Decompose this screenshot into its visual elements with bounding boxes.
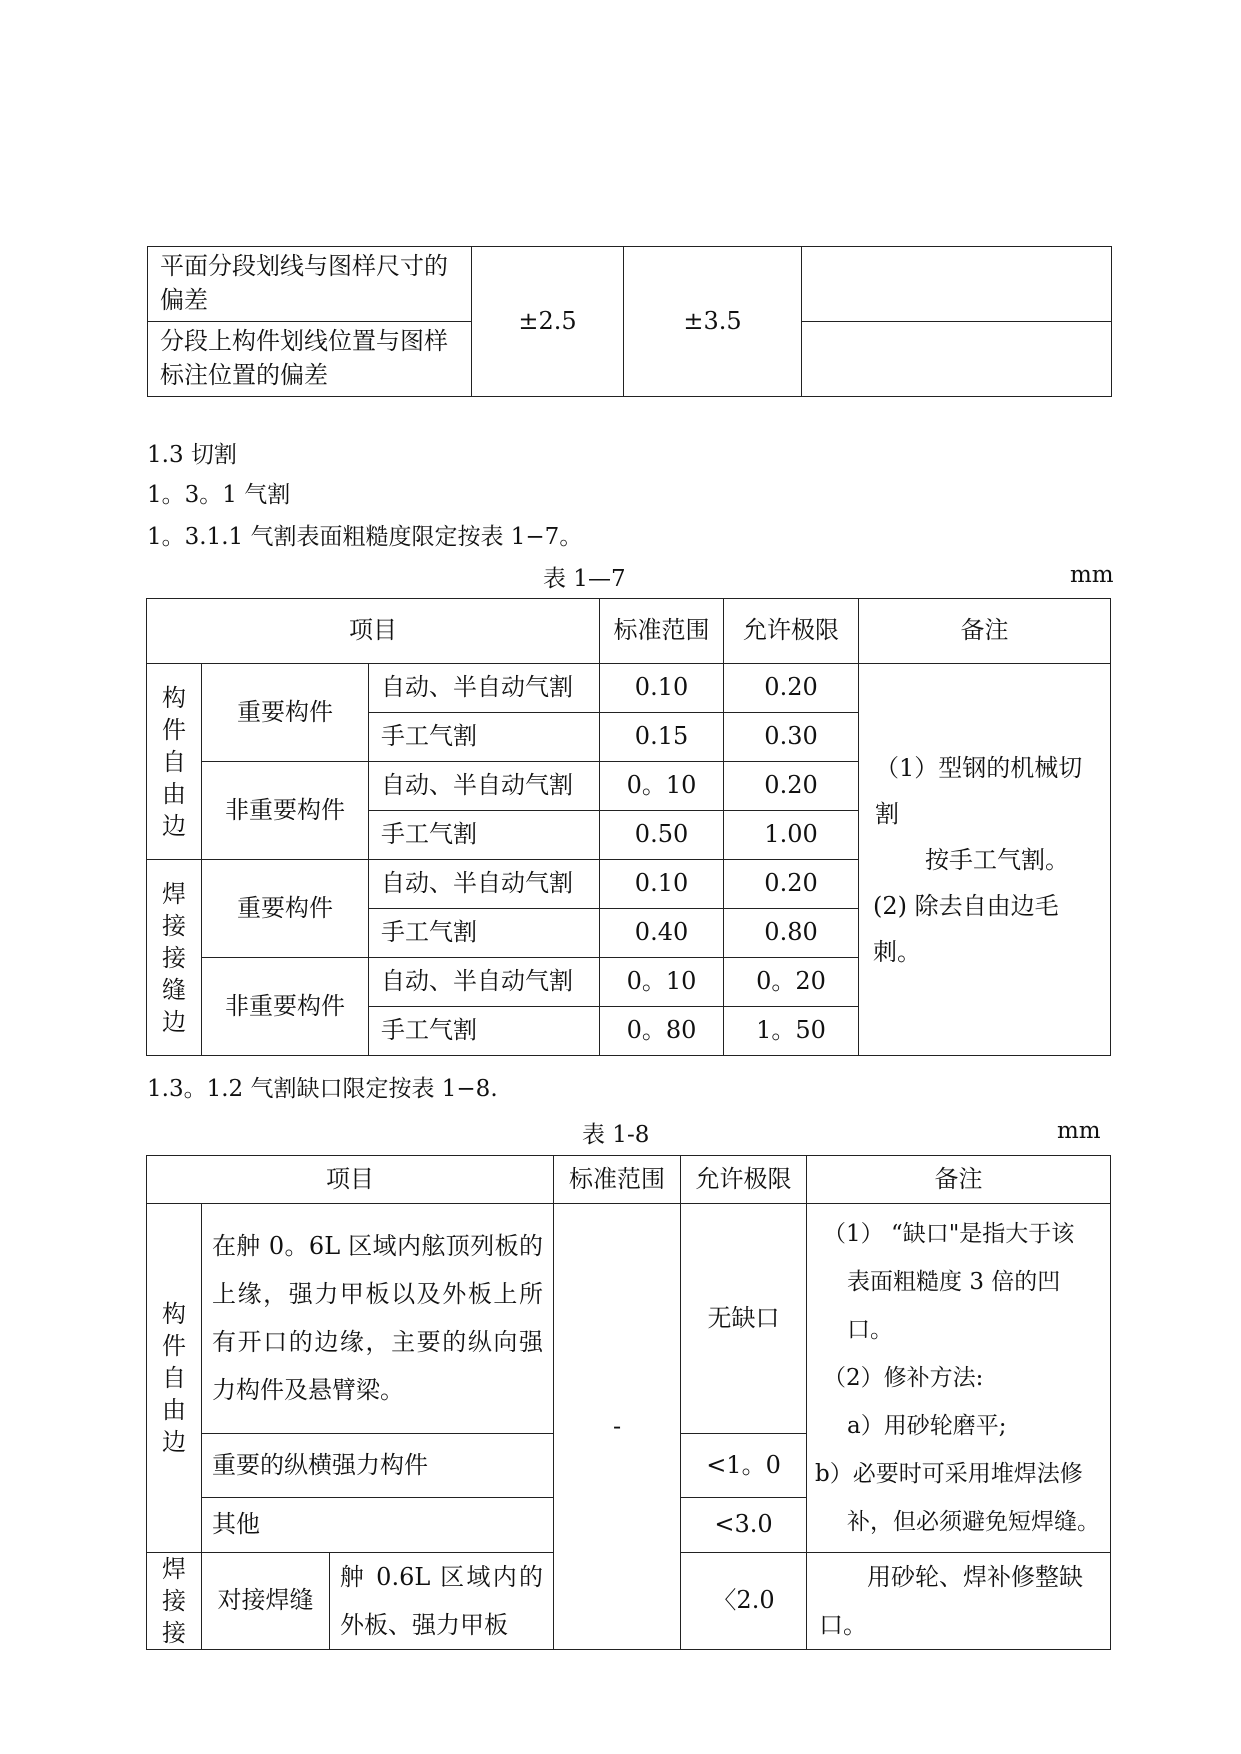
t1-header-limit: 允许极限 [724, 599, 859, 664]
t2-remark-line: b）必要时可采用堆焊法修 [815, 1461, 1083, 1487]
t1-lim: 0.20 [724, 860, 859, 909]
t1-method: 自动、半自动气割 [369, 762, 600, 811]
t1-lim: 0.80 [724, 909, 859, 958]
table2-caption: 表 1-8 [582, 1122, 650, 1148]
t1-std: 0。80 [600, 1007, 724, 1056]
t1-std: 0。10 [600, 762, 724, 811]
t1-group-weld-edge: 焊接接缝边 [147, 860, 202, 1056]
t2-header-item: 项目 [147, 1156, 554, 1204]
t2-group-weld: 焊接接 [147, 1553, 202, 1650]
t1-remark-1: （1）型钢的机械切割 [875, 753, 1083, 828]
t1-lim: 0.20 [724, 762, 859, 811]
t1-lim: 0.20 [724, 664, 859, 713]
t1-method: 手工气割 [369, 1007, 600, 1056]
section-1-3-1: 1。3。1 气割 [147, 482, 291, 508]
section-1-3: 1.3 切割 [147, 442, 237, 468]
t1-remark-3: (2) 除去自由边毛刺。 [873, 891, 1059, 966]
t1-lim: 1。50 [724, 1007, 859, 1056]
top-limit: ±3.5 [624, 247, 802, 397]
t1-important-1: 重要构件 [202, 664, 369, 762]
t2-row1-item: 在舯 0。6L 区域内舷顶列板的上缘，强力甲板以及外板上所有开口的边缘，主要的纵向强力构件及悬臂梁。 [202, 1204, 554, 1434]
t1-std: 0.40 [600, 909, 724, 958]
t2-row4-remark: 用砂轮、焊补修整缺口。 [807, 1553, 1111, 1650]
t1-std: 0.15 [600, 713, 724, 762]
table2-unit: mm [1057, 1118, 1101, 1144]
t1-group-free-edge: 构件自由边 [147, 664, 202, 860]
t1-lim: 1.00 [724, 811, 859, 860]
table-1-8 [146, 1155, 1111, 1650]
t2-group-free-edge: 构件自由边 [147, 1204, 202, 1553]
t1-method: 手工气割 [369, 811, 600, 860]
t1-method: 自动、半自动气割 [369, 860, 600, 909]
table-1-7 [146, 598, 1111, 1056]
t1-header-item: 项目 [147, 599, 600, 664]
top-standard: ±2.5 [472, 247, 624, 397]
t1-std: 0.50 [600, 811, 724, 860]
top-row1-item: 平面分段划线与图样尺寸的偏差 [148, 247, 472, 322]
t2-header-remark: 备注 [807, 1156, 1111, 1204]
section-1-3-1-2: 1.3。1.2 气割缺口限定按表 1−8. [147, 1076, 498, 1102]
t2-remark-line: 补，但必须避免短焊缝。 [847, 1509, 1101, 1535]
t1-important-2: 重要构件 [202, 860, 369, 958]
t1-method: 自动、半自动气割 [369, 664, 600, 713]
t1-remark [859, 664, 1111, 1056]
t1-method: 手工气割 [369, 713, 600, 762]
table1-caption: 表 1—7 [543, 566, 626, 592]
t1-header-standard: 标准范围 [600, 599, 724, 664]
t2-row4-item-b: 舯 0.6L 区域内的外板、强力甲板 [330, 1553, 554, 1650]
t2-remark-line: （1） “缺口"是指大于该 [823, 1221, 1075, 1247]
top-row2-remark [802, 322, 1112, 397]
top-row2-item: 分段上构件划线位置与图样标注位置的偏差 [148, 322, 472, 397]
t2-row2-limit: <1。0 [681, 1433, 807, 1497]
t2-remark-line: 表面粗糙度 3 倍的凹口。 [847, 1269, 1061, 1343]
top-row1-remark [802, 247, 1112, 322]
t2-row3-limit: <3.0 [681, 1498, 807, 1553]
t2-row4-limit: 〈2.0 [681, 1553, 807, 1650]
t1-header-remark: 备注 [859, 599, 1111, 664]
t2-row1-limit: 无缺口 [681, 1204, 807, 1434]
t1-lim: 0。20 [724, 958, 859, 1007]
t2-remark-line: （2）修补方法: [823, 1365, 984, 1391]
t2-remark-line: a）用砂轮磨平; [847, 1413, 1007, 1439]
table1-unit: mm [1070, 562, 1114, 588]
t2-header-limit: 允许极限 [681, 1156, 807, 1204]
t1-std: 0.10 [600, 664, 724, 713]
t1-method: 自动、半自动气割 [369, 958, 600, 1007]
top-table [147, 246, 1112, 397]
t2-row3-item: 其他 [202, 1498, 554, 1553]
t2-row2-item: 重要的纵横强力构件 [202, 1433, 554, 1497]
t2-remark [807, 1204, 1111, 1553]
t1-non-important-2: 非重要构件 [202, 958, 369, 1056]
section-1-3-1-1: 1。3.1.1 气割表面粗糙度限定按表 1−7。 [147, 524, 583, 550]
t1-lim: 0.30 [724, 713, 859, 762]
t1-remark-2: 按手工气割。 [925, 845, 1070, 874]
t1-std: 0。10 [600, 958, 724, 1007]
t1-method: 手工气割 [369, 909, 600, 958]
t1-std: 0.10 [600, 860, 724, 909]
t2-header-standard: 标准范围 [554, 1156, 681, 1204]
t1-non-important-1: 非重要构件 [202, 762, 369, 860]
t2-standard: - [554, 1204, 681, 1650]
t2-row4-item-a: 对接焊缝 [202, 1553, 330, 1650]
